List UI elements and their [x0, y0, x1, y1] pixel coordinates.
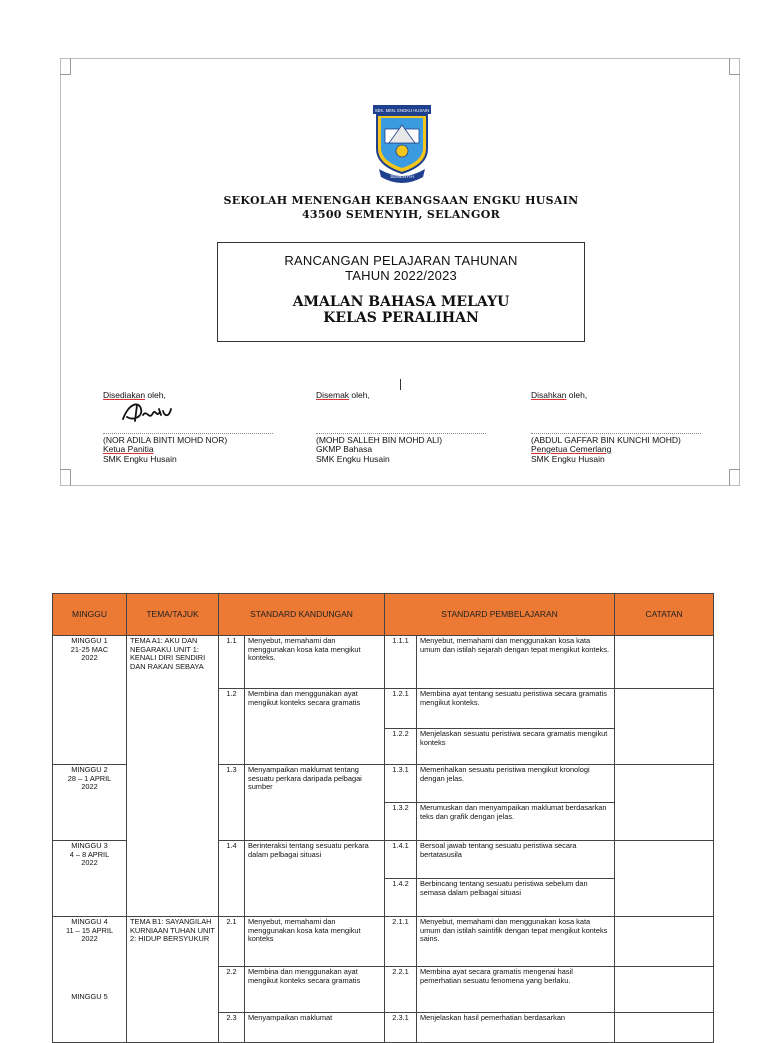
week-year: 2022	[81, 782, 98, 792]
sp-number: 2.1.1	[385, 917, 417, 967]
sp-text: Menjelaskan hasil pemerhatian berdasarkan	[417, 1013, 615, 1043]
crop-mark	[60, 469, 71, 486]
plan-title: RANCANGAN PELAJARAN TAHUNAN	[284, 253, 518, 268]
sk-text: Menyebut, memahami dan menggunakan kosa kata mengikut konteks	[245, 917, 385, 967]
signer-role: GKMP Bahasa	[316, 444, 373, 454]
cover-page	[60, 58, 740, 486]
header-minggu: MINGGU	[53, 594, 127, 636]
signer-name: (MOHD SALLEH BIN MOHD ALI)	[316, 434, 443, 445]
sk-text: Menyampaikan maklumat	[245, 1013, 385, 1043]
sp-text: Membina ayat secara gramatis mengenai hasil pemerhatian sesuatu fenomena yang berlaku.	[417, 967, 615, 1013]
sp-text: Menyebut, memahami dan menggunakan kosa kata umum dan istilah sejarah dengan tepat mengikut konteks.	[417, 636, 615, 689]
sp-text: Berbincang tentang sesuatu peristiwa sebelum dan semasa dalam pelbagai situasi	[417, 879, 615, 917]
sp-number: 1.2.2	[385, 729, 417, 765]
sk-number: 1.4	[219, 841, 245, 917]
catatan-cell	[615, 967, 714, 1013]
signature-label: Disahkan	[531, 390, 567, 400]
week-dates: 28 – 1 APRIL	[67, 773, 112, 783]
sk-text: Menyampaikan maklumat tentang sesuatu perkara daripada pelbagai sumber	[245, 765, 385, 841]
signer-place: SMK Engku Husain	[531, 453, 605, 464]
sp-number: 1.3.1	[385, 765, 417, 803]
signer-name: (ABDUL GAFFAR BIN KUNCHI MOHD)	[531, 434, 681, 445]
sp-text: Menyebut, memahami dan menggunakan kosa kata umum dan istilah saintifik dengan tepat mengikut konteks sains.	[417, 917, 615, 967]
signature-prepared	[103, 391, 273, 464]
signer-place: SMK Engku Husain	[316, 453, 390, 464]
sp-number: 1.1.1	[385, 636, 417, 689]
week-cell	[53, 765, 127, 841]
table-header-row	[53, 594, 714, 636]
week-cell	[53, 841, 127, 917]
theme-label: TEMA B1:	[130, 917, 164, 926]
catatan-cell	[615, 841, 714, 917]
logo-top-text: SEK. MEN. ENGKU HUSAIN	[374, 108, 430, 113]
school-crest-logo	[371, 103, 433, 183]
unit-title: RAKAN	[147, 661, 174, 671]
sp-text: Membina ayat tentang sesuatu peristiwa secara gramatis mengikut konteks.	[417, 689, 615, 729]
signature-label-rest: oleh,	[145, 390, 166, 400]
sk-number: 2.2	[219, 967, 245, 1013]
unit-label: UNIT 1:	[173, 644, 199, 654]
week-dates: 4 – 8 APRIL	[69, 849, 110, 859]
sp-number: 1.3.2	[385, 803, 417, 841]
signature-label: Disediakan	[103, 390, 146, 400]
catatan-cell	[615, 636, 714, 689]
unit-label: UNIT 2:	[130, 925, 215, 944]
sk-text: Membina dan menggunakan ayat mengikut konteks secara gramatis	[245, 689, 385, 765]
catatan-cell	[615, 765, 714, 841]
signature-label: Disemak	[316, 390, 350, 400]
unit-title: SEBAYA	[175, 661, 204, 671]
theme-title: KURNIAAN	[130, 925, 169, 935]
sk-number: 2.1	[219, 917, 245, 967]
signature-label-rest: oleh,	[566, 390, 588, 400]
theme-title: NEGARAKU	[130, 644, 172, 654]
table-row	[53, 917, 714, 967]
sk-number: 2.3	[219, 1013, 245, 1043]
plan-year: TAHUN 2022/2023	[345, 268, 457, 283]
theme-title: AKU DAN	[164, 636, 198, 645]
signature-line	[531, 427, 701, 434]
lesson-plan-table	[52, 593, 714, 1043]
sp-number: 1.4.1	[385, 841, 417, 879]
sp-number: 1.2.1	[385, 689, 417, 729]
week-label: MINGGU 5	[71, 991, 108, 1001]
sk-text: Menyebut, memahami dan menggunakan kosa kata mengikut konteks.	[245, 636, 385, 689]
catatan-cell	[615, 1013, 714, 1043]
sp-number: 2.3.1	[385, 1013, 417, 1043]
text-cursor	[400, 379, 401, 390]
week-dates: 11 – 15 APRIL	[65, 925, 114, 935]
school-name: SEKOLAH MENENGAH KEBANGSAAN ENGKU HUSAIN	[223, 194, 579, 207]
crop-mark	[729, 469, 740, 486]
signature-line	[316, 427, 486, 434]
signature-approved	[531, 391, 701, 464]
school-address: 43500 SEMENYIH, SELANGOR	[301, 208, 501, 221]
week-label: MINGGU 1	[71, 636, 108, 645]
sk-text: Membina dan menggunakan ayat mengikut konteks secara gramatis	[245, 967, 385, 1013]
theme-cell	[127, 636, 219, 917]
signature-label-rest: oleh,	[349, 390, 370, 400]
sk-number: 1.2	[219, 689, 245, 765]
week-label: MINGGU 2	[71, 765, 108, 774]
week-year: 2022	[81, 934, 98, 944]
signer-name: (NOR ADILA BINTI MOHD NOR)	[103, 434, 228, 445]
theme-title: TUHAN	[170, 925, 196, 935]
week-year: 2022	[81, 653, 98, 663]
header-catatan: CATATAN	[615, 594, 714, 636]
crop-mark	[60, 58, 71, 75]
unit-title: BERSYUKUR	[163, 934, 210, 944]
title-box	[217, 242, 585, 342]
week-cell	[53, 636, 127, 765]
signer-place: SMK Engku Husain	[103, 453, 177, 464]
unit-title: KENALI DIRI	[130, 653, 174, 663]
week-dates: 21-25 MAC	[70, 644, 109, 654]
sp-text: Bersoal jawab tentang sesuatu peristiwa secara bertatasusila	[417, 841, 615, 879]
signer-role: Ketua Panitia	[103, 444, 154, 454]
theme-label: TEMA A1:	[130, 636, 163, 645]
week-label: MINGGU 4	[71, 917, 108, 926]
signer-role: Pengetua Cemerlang	[531, 444, 612, 454]
sp-number: 2.2.1	[385, 967, 417, 1013]
week-year: 2022	[81, 858, 98, 868]
catatan-cell	[615, 689, 714, 765]
header-tema: TEMA/TAJUK	[127, 594, 219, 636]
sk-text: Berinteraksi tentang sesuatu perkara dalam pelbagai situasi	[245, 841, 385, 917]
signature-line	[103, 427, 273, 434]
theme-title: SAYANGILAH	[165, 917, 212, 926]
catatan-cell	[615, 917, 714, 967]
crop-mark	[729, 58, 740, 75]
unit-title: HIDUP	[138, 934, 162, 944]
header-standard-kandungan: STANDARD KANDUNGAN	[219, 594, 385, 636]
sk-number: 1.1	[219, 636, 245, 689]
logo-bottom-text: SEMENYIH	[390, 174, 414, 179]
header-standard-pembelajaran: STANDARD PEMBELAJARAN	[385, 594, 615, 636]
table-row	[53, 636, 714, 689]
signature-checked	[316, 391, 486, 464]
subject-title: AMALAN BAHASA MELAYU	[292, 294, 510, 310]
unit-title: SENDIRI DAN	[130, 653, 206, 671]
sp-text: Memerihalkan sesuatu peristiwa mengikut kronologi dengan jelas.	[417, 765, 615, 803]
class-title: KELAS PERALIHAN	[323, 310, 479, 326]
week-label: MINGGU 3	[71, 841, 108, 850]
sp-text: Merumuskan dan menyampaikan maklumat berdasarkan teks dan grafik dengan jelas.	[417, 803, 615, 841]
sp-text: Menjelaskan sesuatu peristiwa secara gramatis mengikut konteks	[417, 729, 615, 765]
sp-number: 1.4.2	[385, 879, 417, 917]
sk-number: 1.3	[219, 765, 245, 841]
